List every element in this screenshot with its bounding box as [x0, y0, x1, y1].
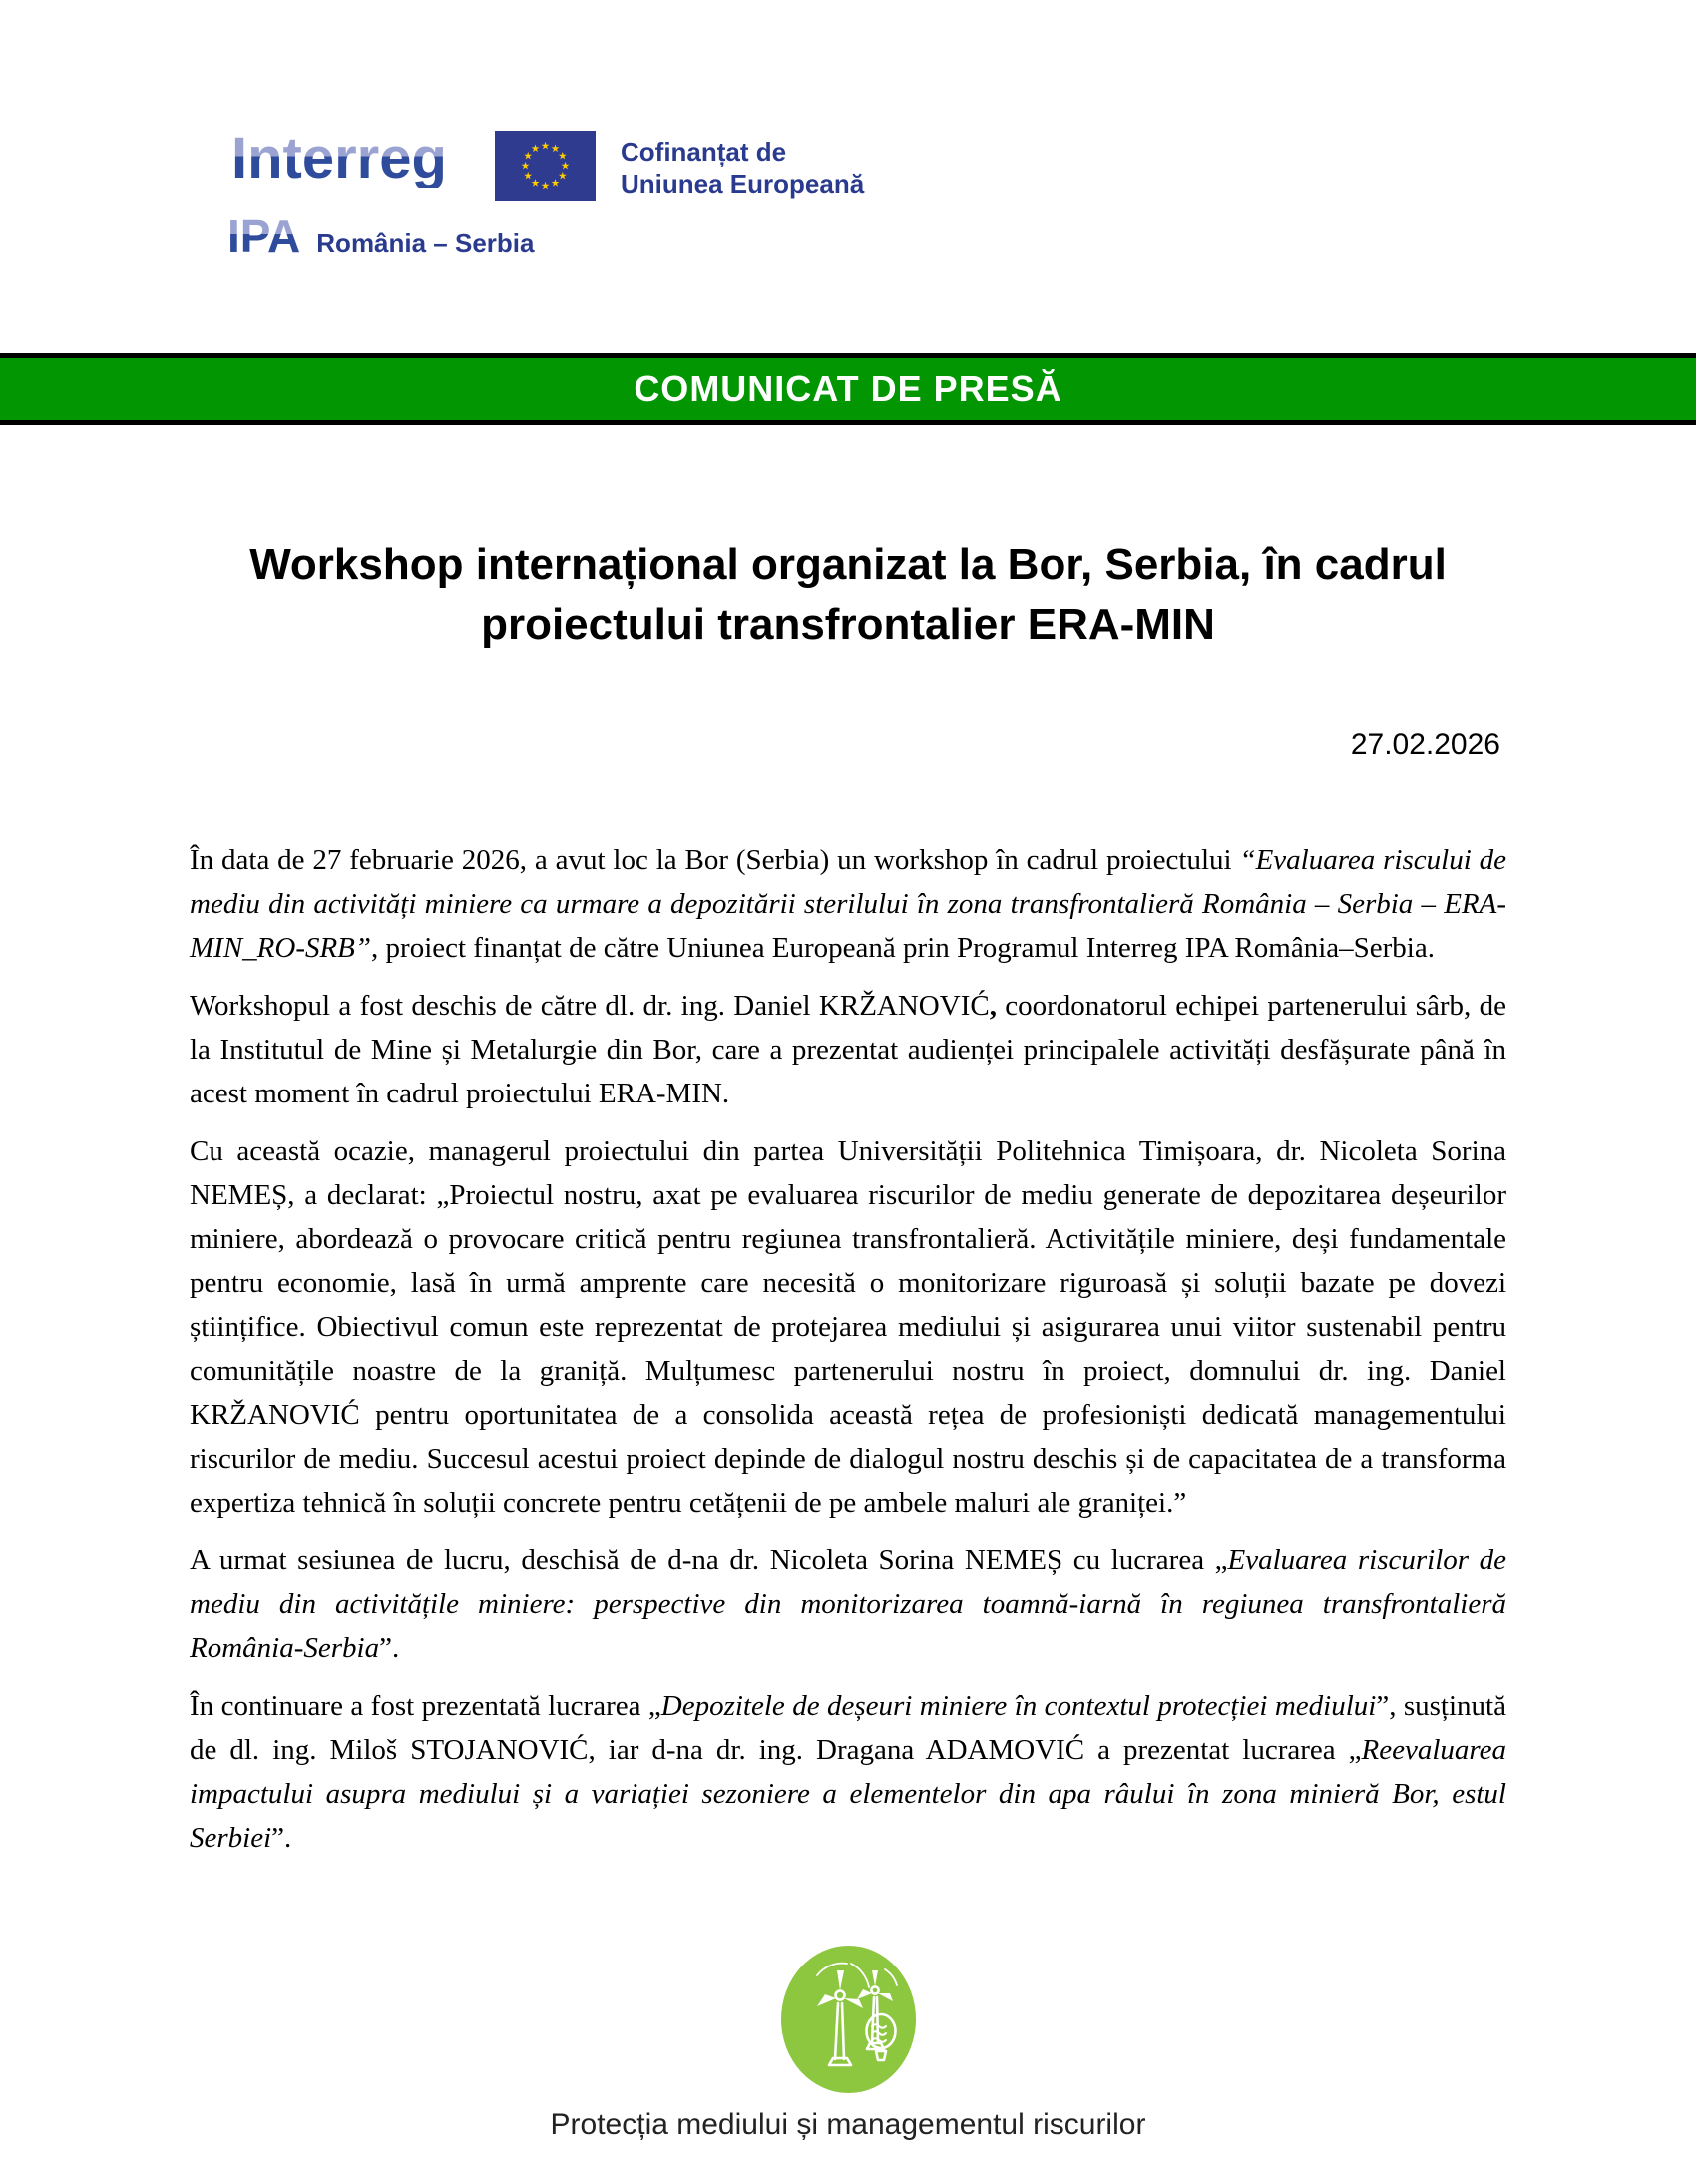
text-run: , — [989, 990, 997, 1022]
text-run: coordonatorul echipei partenerului sârb, de la Institutul de Mine și Metalurgie din Bor, care a prezentat audienței principalele activități desfășurate până în acest moment în cadrul proiectului ERA-MIN. — [190, 990, 1506, 1109]
program-region: România – Serbia — [316, 228, 535, 258]
text-run: Reevaluarea impactului asupra mediului și a variației sezoniere a elementelor din apa râului în zona minieră Bor, estul Serbiei — [190, 1734, 1506, 1854]
text-run: Workshopul a fost deschis de către dl. dr. ing. Daniel KRŽANOVIĆ — [190, 990, 990, 1022]
text-run: A urmat sesiunea de lucru, deschisă de d-na dr. Nicoleta Sorina NEMEȘ cu lucrarea „ — [190, 1544, 1228, 1576]
program-name — [227, 211, 535, 262]
body-paragraph — [190, 838, 1506, 970]
text-run: , proiect finanțat de către Uniunea Europeană prin Programul Interreg IPA România–Serbia. — [371, 932, 1435, 964]
text-run: ”, susținută de dl. ing. Miloš STOJANOVIĆ, iar d-na dr. ing. Dragana ADAMOVIĆ a prezentat lucrarea „ — [190, 1690, 1506, 1766]
text-run: Cu această ocazie, managerul proiectului din partea Universității Politehnica Timișoara, dr. Nicoleta Sorina NEMEȘ, a declarat: „Proiectul nostru, axat pe evaluarea riscurilor de mediu generate de depozitarea deșeurilor miniere, abordează o provocare critică pentru regiunea transfrontalieră. Activitățile miniere, deși fundamentale pentru economie, lasă în urmă amprente care necesită o monitorizare riguroasă și soluții bazate pe dovezi științifice. Obiectivul comun este reprezentat de protejarea mediului și asigurarea unui viitor sustenabil pentru comunitățile noastre de la graniță. Mulțumesc partenerului nostru în proiect, domnului dr. ing. Daniel KRŽANOVIĆ pentru oportunitatea de a consolida această rețea de profesioniști dedicată managementului riscurilor de mediu. Succesul acestui proiect depinde de dialogul nostru deschis și de capacitatea de a transforma expertiza tehnică în soluții concrete pentru cetățenii de pe ambele maluri ale graniței.” — [190, 1135, 1506, 1519]
body-paragraph — [190, 1684, 1506, 1860]
press-release-banner-label: COMUNICAT DE PRESĂ — [634, 368, 1062, 409]
text-run: În data de 27 februarie 2026, a avut loc la Bor (Serbia) un workshop în cadrul proiectului — [190, 844, 1240, 876]
page-title — [0, 535, 1696, 655]
date: 27.02.2026 — [1350, 728, 1500, 761]
cofinance-label — [621, 136, 864, 200]
cofinance-line1: Cofinanțat de — [621, 137, 787, 167]
text-run: Depozitele de deșeuri miniere în contextul protecției mediului — [660, 1690, 1377, 1722]
footer-logo-block — [0, 1946, 1696, 2142]
body-text — [190, 838, 1506, 1860]
eu-flag-icon — [495, 131, 596, 201]
footer-caption: Protecția mediului și managementul riscurilor — [550, 2108, 1146, 2141]
page-title-line1: Workshop internațional organizat la Bor, Serbia, în cadrul — [249, 540, 1447, 589]
header — [0, 0, 1696, 353]
ipa-acronym: IPA — [227, 211, 301, 262]
wind-turbines-icon — [781, 1946, 916, 2093]
text-run: “Evaluarea riscului de mediu din activități miniere ca urmare a depozitării sterilului în zona transfrontalieră România – Serbia – ERA-MIN_RO-SRB” — [190, 844, 1506, 964]
interreg-logo: Interreg — [231, 126, 447, 191]
text-run: ”. — [271, 1822, 292, 1854]
body-paragraph — [190, 1129, 1506, 1525]
body-paragraph — [190, 984, 1506, 1115]
text-run: În continuare a fost prezentată lucrarea „ — [190, 1690, 661, 1722]
page-title-line2: proiectului transfrontalier ERA-MIN — [481, 600, 1215, 649]
text-run: Evaluarea riscurilor de mediu din activitățile miniere: perspective din monitorizarea toamnă-iarnă în regiunea transfrontalieră România-Serbia — [190, 1544, 1506, 1664]
body-paragraph — [190, 1538, 1506, 1670]
text-run: ”. — [379, 1632, 400, 1664]
press-release-banner — [0, 353, 1696, 425]
cofinance-line2: Uniunea Europeană — [621, 169, 865, 199]
